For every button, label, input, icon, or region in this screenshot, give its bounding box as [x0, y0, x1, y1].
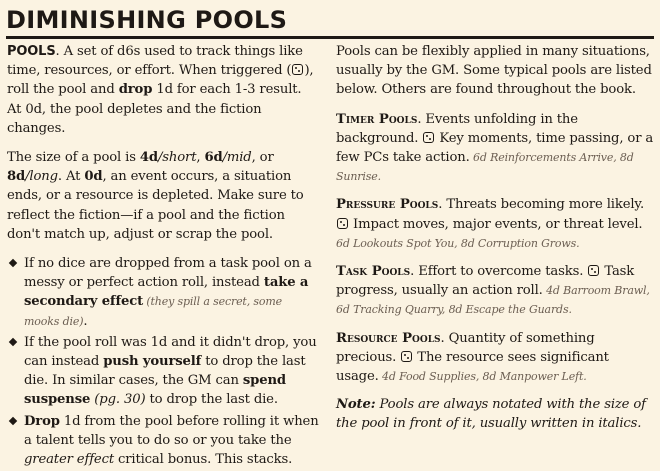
pools-usage-paragraph: Pools can be flexibly applied in many situations, usually by the GM. Some typical pools are listed below. Others are found throughout the book.: [336, 44, 652, 98]
size-short: /short: [158, 150, 197, 166]
note-paragraph: [336, 395, 654, 433]
pool-trigger: Key moments, time passing, or a few PCs take action.: [336, 130, 654, 166]
task-pools-section: [336, 262, 654, 320]
intro-bold-drop: drop: [118, 82, 153, 98]
note-label: Note:: [336, 397, 376, 413]
bullet-3-text-1: 1d from the pool before rolling it when a talent tells you to do so or you take the: [24, 413, 319, 448]
secondary-effect-example: (they spill a secret, some mooks die): [24, 295, 283, 328]
size-mid: /mid: [222, 150, 252, 166]
header: [6, 5, 654, 39]
greater-effect-term: greater effect: [24, 452, 114, 468]
size-text-3: , or: [251, 150, 274, 166]
intro-text-3: 1d for each 1-3 result. At 0d, the pool depletes and the fiction changes.: [7, 82, 302, 136]
pool-size-paragraph: [7, 148, 319, 244]
pool-type-desc: . Effort to overcome tasks.: [410, 264, 584, 280]
pool-trigger: Impact moves, major events, or threat level.: [349, 216, 643, 232]
pool-type-desc: . Events unfolding in the background.: [336, 111, 578, 146]
title-rule: [6, 36, 654, 39]
bullet-2-text-1: If the pool roll was 1d and it didn't drop, you can instead: [24, 334, 317, 370]
pool-type-name: Pressure Pools: [336, 197, 439, 213]
pool-type-name: Task Pools: [336, 264, 411, 280]
pool-type-desc: . Quantity of something precious.: [336, 330, 595, 365]
size-8d: 8d: [7, 169, 26, 185]
dice-icon: [401, 351, 412, 362]
diamond-bullet-icon: [9, 338, 17, 346]
bullet-2-text-3: to drop the last die.: [145, 392, 278, 408]
pool-type-name: Timer Pools: [336, 111, 418, 127]
right-column: [336, 42, 654, 444]
bullet-1-text-2: .: [83, 313, 88, 329]
pool-examples: 6d Reinforcements Arrive, 8d Sunrise.: [336, 151, 634, 184]
pool-trigger: The resource sees significant usage.: [336, 349, 609, 385]
size-text-4: . At: [57, 169, 85, 185]
pool-trigger: Task progress, usually an action roll.: [336, 264, 635, 299]
page-reference: (pg. 30): [90, 392, 146, 408]
pool-examples: 4d Barroom Brawl, 6d Tracking Quarry, 8d Escape the Guards.: [336, 284, 650, 317]
page-title: DIMINISHING POOLS: [6, 6, 288, 34]
dice-icon: [337, 218, 348, 229]
spend-suspense-term: spend suspense: [24, 373, 286, 408]
pressure-pools-section: [336, 195, 654, 253]
list-item: [7, 333, 319, 410]
timer-pools-section: [336, 110, 654, 187]
pools-intro-paragraph: [7, 42, 319, 138]
pool-type-name: Resource Pools: [336, 330, 441, 346]
size-6d: 6d: [204, 150, 223, 166]
list-item: [7, 254, 319, 331]
pools-label: POOLS: [7, 44, 56, 59]
diamond-bullet-icon: [9, 416, 17, 424]
left-column: [7, 42, 319, 471]
dice-icon: [292, 64, 303, 75]
pool-type-desc: . Threats becoming more likely.: [438, 197, 645, 213]
resource-pools-section: [336, 329, 654, 387]
list-item: [7, 412, 319, 470]
note-text: Pools are always notated with the size of the pool in front of it, usually written in italics.: [336, 397, 646, 432]
bullet-3-text-2: critical bonus. This stacks.: [113, 452, 293, 468]
drop-term: Drop: [24, 413, 60, 429]
size-text-5: , an event occurs, a situation ends, or a resource is depleted. Make sure to reflect the fiction—if a pool and the fiction don't match up, adjust or scrap the pool.: [7, 169, 304, 242]
size-text-2: ,: [196, 150, 205, 166]
diamond-bullet-icon: [9, 259, 17, 267]
intro-text-1: . A set of d6s used to track things like time, resources, or effort. When triggered (: [7, 44, 303, 79]
pool-examples: 4d Food Supplies, 8d Manpower Left.: [378, 370, 587, 384]
size-long: /long: [25, 169, 58, 185]
intro-text-2: ), roll the pool and: [7, 63, 314, 98]
bullet-1-text-1: If no dice are dropped from a task pool on a messy or perfect action roll, instead: [24, 256, 312, 291]
size-text-1: The size of a pool is: [7, 150, 140, 166]
dice-icon: [588, 265, 599, 276]
dice-icon: [423, 132, 434, 143]
size-4d: 4d: [139, 150, 158, 166]
pool-examples: 6d Lookouts Spot You, 8d Corruption Grows.: [336, 236, 580, 250]
bullet-2-text-2: to drop the last die. In similar cases, the GM can: [24, 354, 306, 389]
push-yourself-term: push yourself: [103, 354, 202, 370]
size-0d: 0d: [84, 169, 103, 185]
secondary-effect-term: take a secondary effect: [24, 275, 309, 310]
